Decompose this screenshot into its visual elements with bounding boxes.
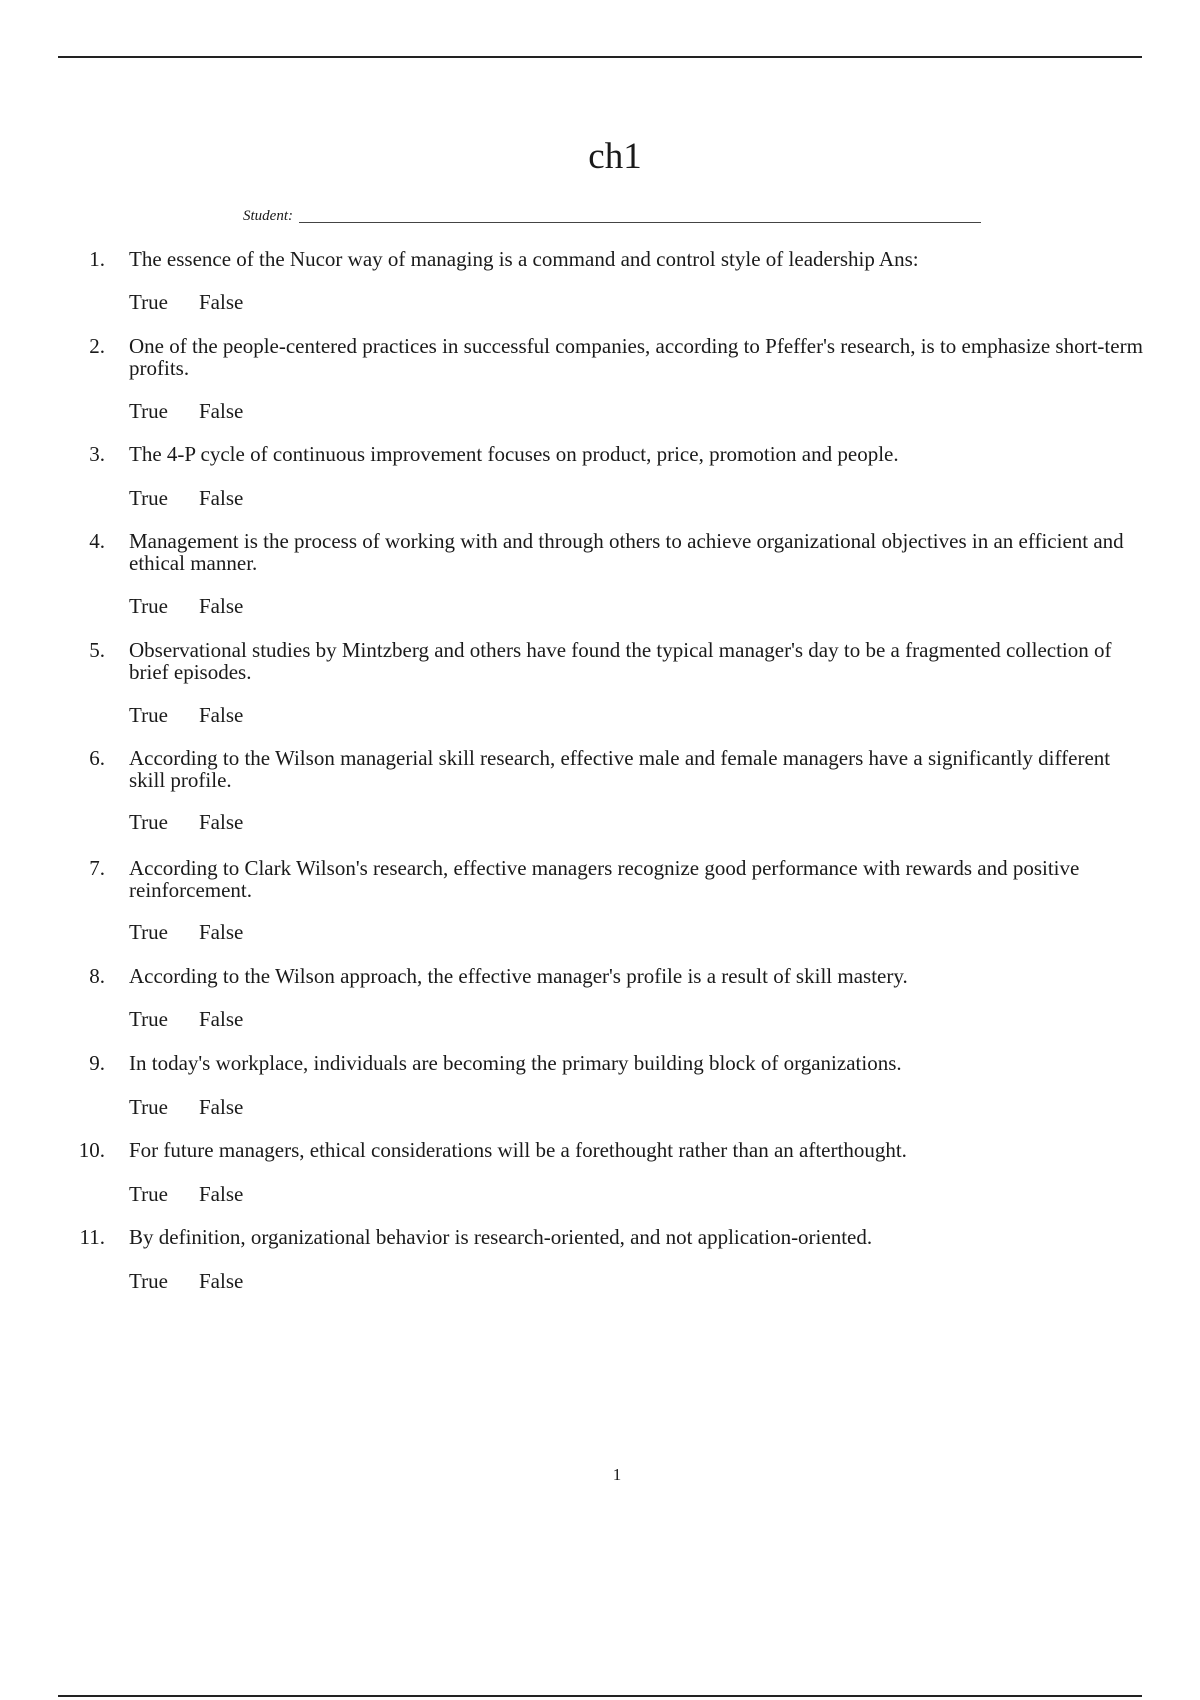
- question-number: 7.: [89, 856, 105, 880]
- answer-options: [129, 1270, 243, 1292]
- true-option[interactable]: True: [129, 1182, 168, 1206]
- answer-options: [129, 1008, 243, 1030]
- true-option[interactable]: True: [129, 399, 168, 423]
- false-option[interactable]: False: [199, 810, 244, 834]
- top-rule: [58, 56, 1142, 58]
- true-option[interactable]: True: [129, 290, 168, 314]
- question-number: 5.: [89, 638, 105, 662]
- true-option[interactable]: True: [129, 1095, 168, 1119]
- true-option[interactable]: True: [129, 594, 168, 618]
- document-title: ch1: [588, 136, 642, 177]
- answer-options: [129, 704, 243, 726]
- question-text: Management is the process of working with and through others to achieve organizational objectives in an efficient and ethical manner.: [129, 529, 1124, 575]
- answer-options: [129, 595, 243, 617]
- false-option[interactable]: False: [199, 1007, 244, 1031]
- true-option[interactable]: True: [129, 1269, 168, 1293]
- question-text: In today's workplace, individuals are becoming the primary building block of organizations.: [129, 1051, 902, 1075]
- question-text: According to the Wilson approach, the effective manager's profile is a result of skill mastery.: [129, 964, 908, 988]
- question-text: The 4-P cycle of continuous improvement focuses on product, price, promotion and people.: [129, 442, 899, 466]
- question-number: 1.: [89, 247, 105, 271]
- question-text: Observational studies by Mintzberg and others have found the typical manager's day to be a fragmented collection of brief episodes.: [129, 638, 1112, 684]
- false-option[interactable]: False: [199, 1095, 244, 1119]
- false-option[interactable]: False: [199, 1269, 244, 1293]
- question-number: 3.: [89, 442, 105, 466]
- answer-options: [129, 811, 243, 833]
- page-number: 1: [612, 1465, 622, 1484]
- answer-options: [129, 921, 243, 943]
- false-option[interactable]: False: [199, 594, 244, 618]
- question-number: 9.: [89, 1051, 105, 1075]
- true-option[interactable]: True: [129, 486, 168, 510]
- question-text: By definition, organizational behavior is research-oriented, and not application-oriented.: [129, 1225, 873, 1249]
- question-number: 6.: [89, 746, 105, 770]
- true-option[interactable]: True: [129, 1007, 168, 1031]
- student-field: [243, 208, 981, 225]
- false-option[interactable]: False: [199, 399, 244, 423]
- answer-options: [129, 487, 243, 509]
- question-number: 10.: [78, 1138, 105, 1162]
- question-text: According to Clark Wilson's research, effective managers recognize good performance with rewards and positive reinforcement.: [129, 856, 1080, 902]
- true-option[interactable]: True: [129, 703, 168, 727]
- false-option[interactable]: False: [199, 290, 244, 314]
- answer-options: [129, 1096, 243, 1118]
- question-number: 2.: [89, 334, 105, 358]
- false-option[interactable]: False: [199, 920, 244, 944]
- bottom-rule: [58, 1695, 1142, 1697]
- question-text: For future managers, ethical considerations will be a forethought rather than an afterthought.: [129, 1138, 907, 1162]
- false-option[interactable]: False: [199, 703, 244, 727]
- answer-options: [129, 400, 243, 422]
- answer-options: [129, 1183, 243, 1205]
- answer-options: [129, 291, 243, 313]
- student-label: Student:: [243, 208, 293, 224]
- false-option[interactable]: False: [199, 1182, 244, 1206]
- question-text: According to the Wilson managerial skill research, effective male and female managers have a significantly different skill profile.: [129, 746, 1111, 792]
- false-option[interactable]: False: [199, 486, 244, 510]
- question-number: 4.: [89, 529, 105, 553]
- question-number: 8.: [89, 964, 105, 988]
- question-number: 11.: [79, 1225, 105, 1249]
- question-text: One of the people-centered practices in successful companies, according to Pfeffer's research, is to emphasize short-term profits.: [129, 334, 1143, 380]
- question-text: The essence of the Nucor way of managing is a command and control style of leadership Ans:: [129, 247, 919, 271]
- true-option[interactable]: True: [129, 920, 168, 944]
- student-name-line[interactable]: [299, 222, 981, 223]
- true-option[interactable]: True: [129, 810, 168, 834]
